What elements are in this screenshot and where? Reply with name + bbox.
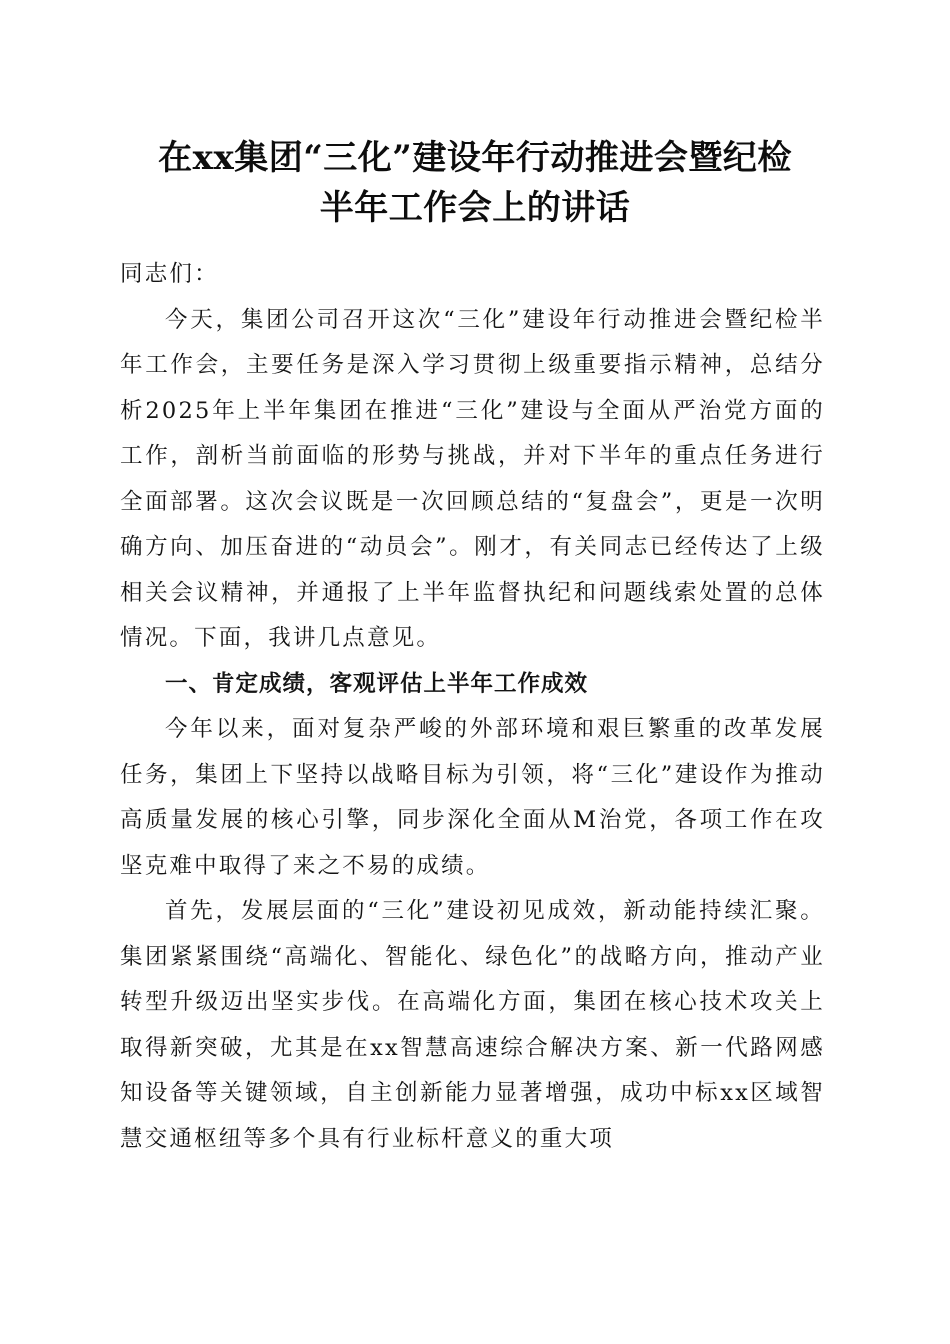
document-title: [95, 133, 855, 233]
paragraph-opening: 今天，集团公司召开这次“三化”建设年行动推进会暨纪检半年工作会，主要任务是深入学习贯彻上级重要指示精神，总结分析2025年上半年集团在推进“三化”建设与全面从严治党方面的工作，剖析当前面临的形势与挑战，并对下半年的重点任务进行全面部署。这次会议既是一次回顾总结的“复盘会”，更是一次明确方向、加压奋进的“动员会”。刚才，有关同志已经传达了上级相关会议精神，并通报了上半年监督执纪和问题线索处置的总体情况。下面，我讲几点意见。: [120, 306, 825, 651]
title-line-2: 半年工作会上的讲话: [319, 188, 631, 228]
salutation: 同志们：: [120, 261, 219, 287]
section-heading-1: 一、肯定成绩，客观评估上半年工作成效: [165, 670, 589, 697]
paragraph-achievements-overview: 今年以来，面对复杂严峻的外部环境和艰巨繁重的改革发展任务，集团上下坚持以战略目标为引领，将“三化”建设作为推动高质量发展的核心引擎，同步深化全面从M治党，各项工作在攻坚克难中取得了来之不易的成绩。: [120, 716, 825, 879]
title-line-1: 在xx集团“三化”建设年行动推进会暨纪检: [158, 138, 792, 178]
paragraph-three-modernizations: 首先，发展层面的“三化”建设初见成效，新动能持续汇聚。集团紧紧围绕“高端化、智能化、绿色化”的战略方向，推动产业转型升级迈出坚实步伐。在高端化方面，集团在核心技术攻关上取得新突破，尤其是在xx智慧高速综合解决方案、新一代路网感知设备等关键领域，自主创新能力显著增强，成功中标xx区域智慧交通枢纽等多个具有行业标杆意义的重大项: [120, 898, 825, 1152]
document-body: [120, 252, 825, 1162]
